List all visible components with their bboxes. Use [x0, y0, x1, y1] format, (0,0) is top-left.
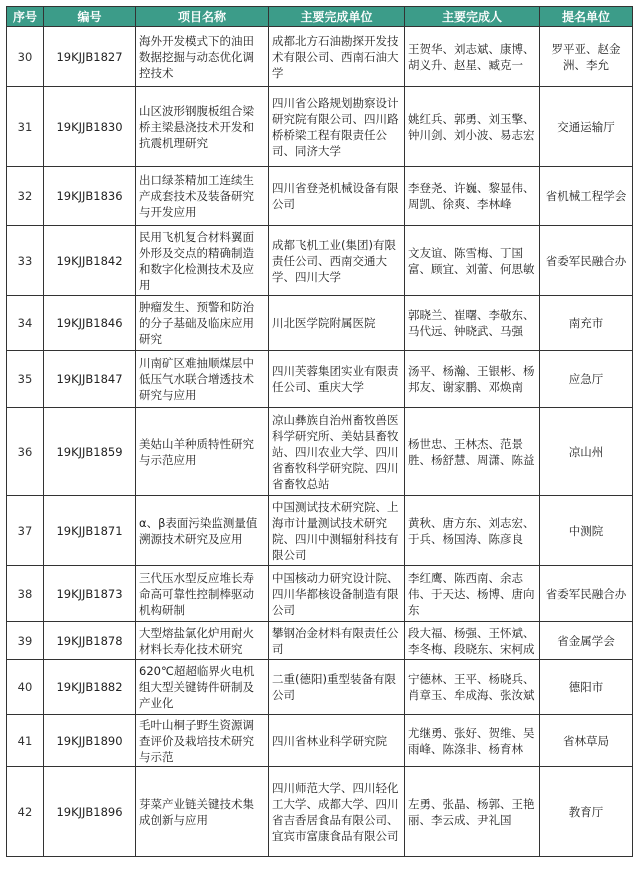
- cell-nominator: 应急厅: [540, 351, 633, 408]
- cell-units: 攀钢冶金材料有限责任公司: [269, 622, 405, 660]
- column-header-nominator: 提名单位: [540, 7, 633, 27]
- cell-code: 19KJJB1896: [44, 767, 136, 857]
- cell-people: 黄秋、唐方东、刘志宏、于兵、杨国涛、陈彦良: [405, 496, 540, 566]
- cell-name: 川南矿区难抽顺煤层中低压气水联合增透技术研究与应用: [136, 351, 269, 408]
- cell-code: 19KJJB1836: [44, 167, 136, 226]
- cell-people: 李红鹰、陈西南、余志伟、于天达、杨博、唐向东: [405, 566, 540, 622]
- cell-units: 川北医学院附属医院: [269, 296, 405, 351]
- column-header-no: 序号: [7, 7, 44, 27]
- cell-no: 32: [7, 167, 44, 226]
- cell-people: 郭晓兰、崔曙、李敬东、马代远、钟晓武、马强: [405, 296, 540, 351]
- cell-name: 民用飞机复合材料翼面外形及交点的精确制造和数字化检测技术及应用: [136, 226, 269, 296]
- table-row: [7, 167, 633, 226]
- cell-units: 四川省登尧机械设备有限公司: [269, 167, 405, 226]
- column-header-units: 主要完成单位: [269, 7, 405, 27]
- cell-name: α、β表面污染监测量值溯源技术研究及应用: [136, 496, 269, 566]
- cell-no: 30: [7, 27, 44, 87]
- cell-people: 左勇、张晶、杨郭、王艳丽、李云成、尹礼国: [405, 767, 540, 857]
- cell-name: 芽菜产业链关键技术集成创新与应用: [136, 767, 269, 857]
- award-table-container: [6, 6, 632, 857]
- cell-nominator: 中测院: [540, 496, 633, 566]
- cell-people: 王贺华、刘志斌、康博、胡义升、赵星、臧克一: [405, 27, 540, 87]
- cell-units: 中国核动力研究设计院、四川华都核设备制造有限公司: [269, 566, 405, 622]
- cell-code: 19KJJB1846: [44, 296, 136, 351]
- cell-no: 37: [7, 496, 44, 566]
- cell-no: 40: [7, 660, 44, 715]
- cell-nominator: 德阳市: [540, 660, 633, 715]
- cell-name: 三代压水型反应堆长寿命高可靠性控制棒驱动机构研制: [136, 566, 269, 622]
- cell-name: 620℃超超临界火电机组大型关键铸件研制及产业化: [136, 660, 269, 715]
- cell-units: 成都北方石油勘探开发技术有限公司、西南石油大学: [269, 27, 405, 87]
- award-table: [6, 6, 633, 857]
- table-row: [7, 767, 633, 857]
- column-header-name: 项目名称: [136, 7, 269, 27]
- cell-code: 19KJJB1827: [44, 27, 136, 87]
- cell-no: 35: [7, 351, 44, 408]
- cell-no: 41: [7, 715, 44, 767]
- cell-units: 二重(德阳)重型装备有限公司: [269, 660, 405, 715]
- cell-nominator: 南充市: [540, 296, 633, 351]
- cell-name: 山区波形钢腹板组合梁桥主梁悬浇技术开发和抗震机理研究: [136, 87, 269, 167]
- table-row: [7, 351, 633, 408]
- cell-units: 成都飞机工业(集团)有限责任公司、西南交通大学、四川大学: [269, 226, 405, 296]
- cell-code: 19KJJB1882: [44, 660, 136, 715]
- table-row: [7, 496, 633, 566]
- cell-units: 四川师范大学、四川轻化工大学、成都大学、四川省吉香居食品有限公司、宜宾市富康食品有限公司: [269, 767, 405, 857]
- cell-nominator: 省林草局: [540, 715, 633, 767]
- cell-code: 19KJJB1871: [44, 496, 136, 566]
- cell-units: 四川芙蓉集团实业有限责任公司、重庆大学: [269, 351, 405, 408]
- cell-no: 38: [7, 566, 44, 622]
- cell-nominator: 凉山州: [540, 408, 633, 496]
- cell-units: 四川省公路规划勘察设计研究院有限公司、四川路桥桥梁工程有限责任公司、同济大学: [269, 87, 405, 167]
- table-row: [7, 622, 633, 660]
- table-row: [7, 226, 633, 296]
- table-row: [7, 566, 633, 622]
- table-row: [7, 296, 633, 351]
- cell-no: 31: [7, 87, 44, 167]
- cell-people: 文友谊、陈雪梅、丁国富、顾宜、刘蕾、何思敏: [405, 226, 540, 296]
- cell-code: 19KJJB1873: [44, 566, 136, 622]
- cell-code: 19KJJB1859: [44, 408, 136, 496]
- cell-name: 海外开发模式下的油田数据挖掘与动态优化调控技术: [136, 27, 269, 87]
- column-header-people: 主要完成人: [405, 7, 540, 27]
- cell-no: 39: [7, 622, 44, 660]
- cell-no: 34: [7, 296, 44, 351]
- cell-no: 33: [7, 226, 44, 296]
- cell-code: 19KJJB1842: [44, 226, 136, 296]
- cell-people: 李登尧、许巍、黎显伟、周凯、徐爽、李林峰: [405, 167, 540, 226]
- cell-people: 汤平、杨瀚、王银彬、杨邦友、谢家鹏、邓焕南: [405, 351, 540, 408]
- cell-no: 42: [7, 767, 44, 857]
- cell-code: 19KJJB1890: [44, 715, 136, 767]
- column-header-code: 编号: [44, 7, 136, 27]
- table-row: [7, 715, 633, 767]
- cell-no: 36: [7, 408, 44, 496]
- cell-units: 中国测试技术研究院、上海市计量测试技术研究院、四川中测辐射科技有限公司: [269, 496, 405, 566]
- cell-nominator: 教育厅: [540, 767, 633, 857]
- table-header-row: [7, 7, 633, 27]
- cell-name: 毛叶山桐子野生资源调查评价及栽培技术研究与示范: [136, 715, 269, 767]
- table-row: [7, 660, 633, 715]
- cell-units: 凉山彝族自治州畜牧兽医科学研究所、美姑县畜牧站、四川农业大学、四川省畜牧科学研究院、四川省畜牧总站: [269, 408, 405, 496]
- cell-code: 19KJJB1830: [44, 87, 136, 167]
- table-row: [7, 408, 633, 496]
- cell-name: 大型熔盐氯化炉用耐火材料长寿化技术研究: [136, 622, 269, 660]
- cell-nominator: 省金属学会: [540, 622, 633, 660]
- cell-people: 宁德林、王平、杨晓兵、肖章玉、牟成海、张汝斌: [405, 660, 540, 715]
- cell-name: 出口绿茶精加工连续生产成套技术及装备研究与开发应用: [136, 167, 269, 226]
- cell-code: 19KJJB1878: [44, 622, 136, 660]
- cell-name: 美姑山羊种质特性研究与示范应用: [136, 408, 269, 496]
- cell-people: 段大福、杨强、王怀斌、李冬梅、段晓东、宋柯成: [405, 622, 540, 660]
- cell-nominator: 罗平亚、赵金洲、李允: [540, 27, 633, 87]
- cell-code: 19KJJB1847: [44, 351, 136, 408]
- table-row: [7, 27, 633, 87]
- cell-name: 肿瘤发生、预警和防治的分子基础及临床应用研究: [136, 296, 269, 351]
- cell-nominator: 省委军民融合办: [540, 226, 633, 296]
- cell-nominator: 省委军民融合办: [540, 566, 633, 622]
- table-row: [7, 87, 633, 167]
- cell-nominator: 交通运输厅: [540, 87, 633, 167]
- cell-nominator: 省机械工程学会: [540, 167, 633, 226]
- cell-people: 尤继勇、张好、贺维、吴雨峰、陈涤非、杨育林: [405, 715, 540, 767]
- cell-people: 姚红兵、郭勇、刘玉擎、钟川剑、刘小波、易志宏: [405, 87, 540, 167]
- cell-people: 杨世忠、王林杰、范景胜、杨舒慧、周潇、陈益: [405, 408, 540, 496]
- cell-units: 四川省林业科学研究院: [269, 715, 405, 767]
